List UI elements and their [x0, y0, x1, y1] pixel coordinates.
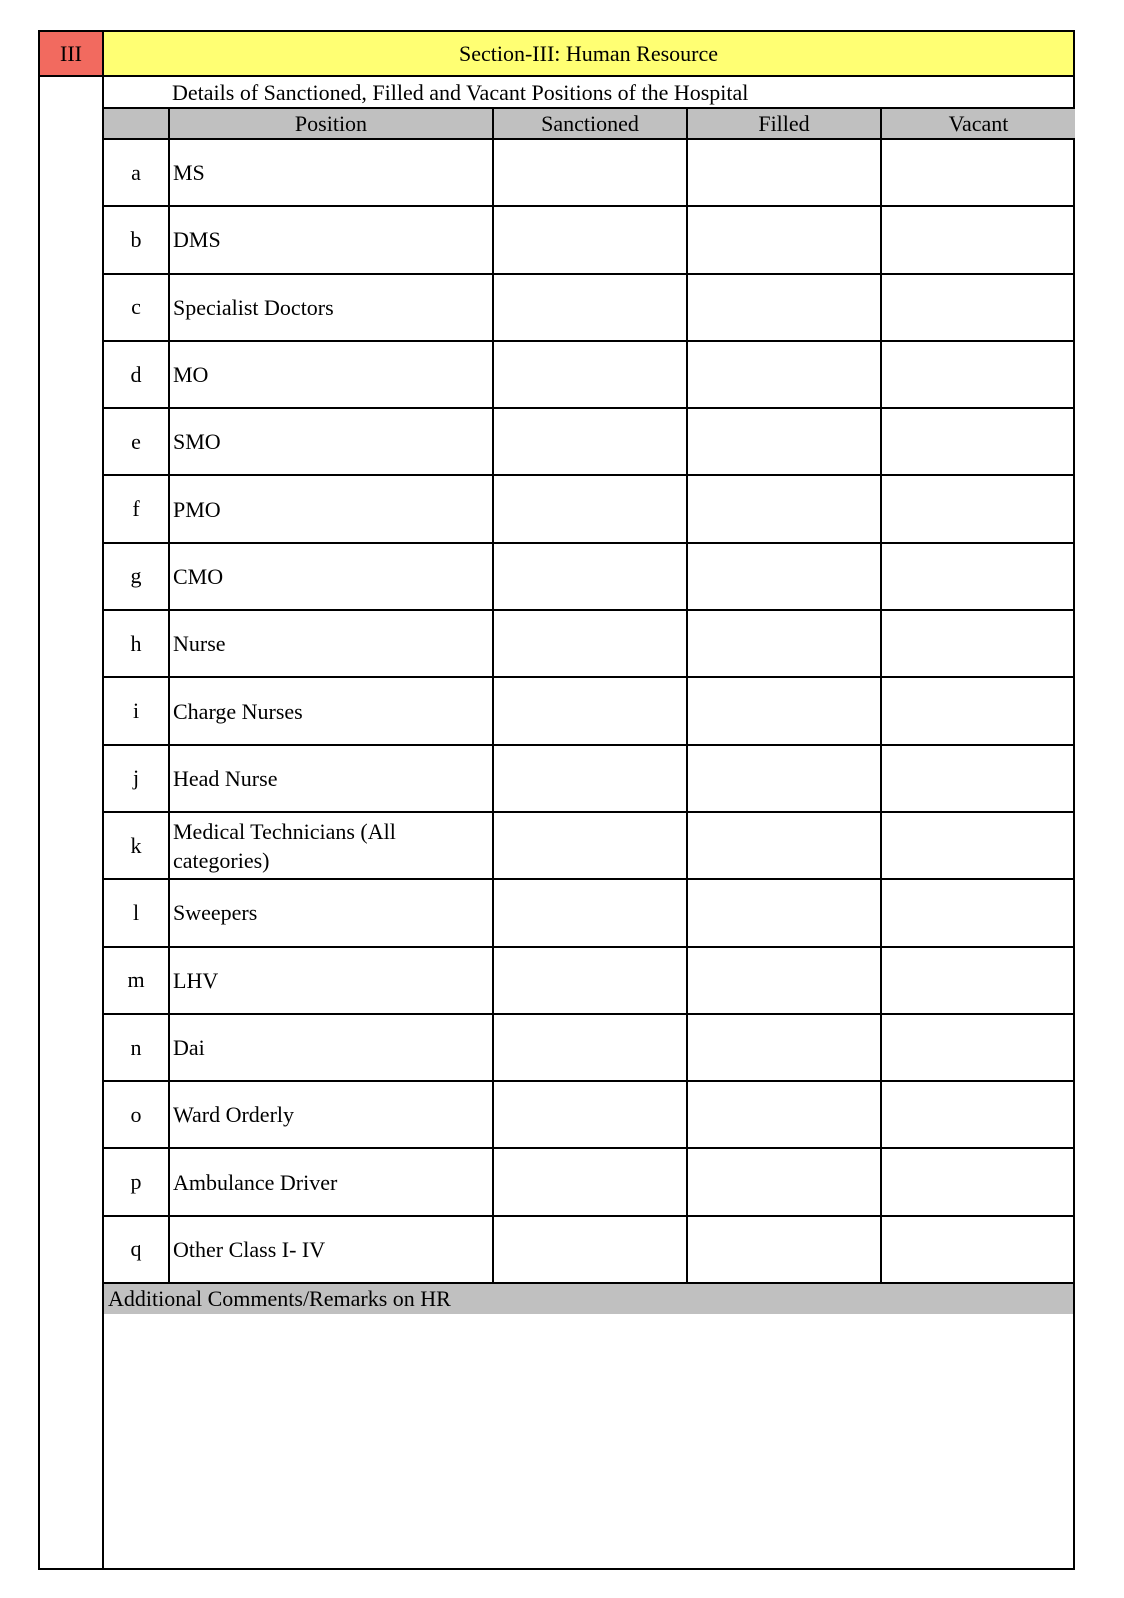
table-row [104, 610, 1075, 677]
row-position: Nurse [169, 610, 493, 677]
table-row [104, 543, 1075, 610]
sanctioned-cell[interactable] [493, 341, 687, 408]
vacant-cell[interactable] [881, 139, 1075, 206]
row-position: Specialist Doctors [169, 274, 493, 341]
row-position: Sweepers [169, 879, 493, 946]
sanctioned-cell[interactable] [493, 206, 687, 273]
row-letter: j [104, 745, 169, 812]
filled-cell[interactable] [687, 408, 881, 475]
row-letter: k [104, 812, 169, 879]
row-position: LHV [169, 947, 493, 1014]
row-position: Dai [169, 1014, 493, 1081]
row-position: CMO [169, 543, 493, 610]
sanctioned-cell[interactable] [493, 879, 687, 946]
sanctioned-cell[interactable] [493, 745, 687, 812]
vacant-cell[interactable] [881, 745, 1075, 812]
table-row [104, 1014, 1075, 1081]
section-number: III [40, 32, 104, 77]
table-row [104, 879, 1075, 946]
filled-cell[interactable] [687, 1216, 881, 1283]
remarks-label: Additional Comments/Remarks on HR [104, 1284, 1073, 1314]
table-row [104, 677, 1075, 744]
filled-cell[interactable] [687, 1081, 881, 1148]
table-row [104, 745, 1075, 812]
filled-cell[interactable] [687, 1148, 881, 1215]
row-letter: m [104, 947, 169, 1014]
sanctioned-cell[interactable] [493, 543, 687, 610]
vacant-cell[interactable] [881, 274, 1075, 341]
vacant-cell[interactable] [881, 1081, 1075, 1148]
row-letter: l [104, 879, 169, 946]
header-position: Position [169, 108, 493, 139]
hr-section-form [38, 30, 1075, 1570]
vacant-cell[interactable] [881, 341, 1075, 408]
row-position: Ambulance Driver [169, 1148, 493, 1215]
vacant-cell[interactable] [881, 206, 1075, 273]
filled-cell[interactable] [687, 879, 881, 946]
row-letter: h [104, 610, 169, 677]
header-sanctioned: Sanctioned [493, 108, 687, 139]
filled-cell[interactable] [687, 341, 881, 408]
row-letter: i [104, 677, 169, 744]
table-row [104, 812, 1075, 879]
filled-cell[interactable] [687, 1014, 881, 1081]
vacant-cell[interactable] [881, 812, 1075, 879]
header-letter [104, 108, 169, 139]
sanctioned-cell[interactable] [493, 610, 687, 677]
filled-cell[interactable] [687, 745, 881, 812]
row-letter: g [104, 543, 169, 610]
row-position: DMS [169, 206, 493, 273]
row-letter: p [104, 1148, 169, 1215]
row-position: Other Class I- IV [169, 1216, 493, 1283]
filled-cell[interactable] [687, 139, 881, 206]
header-vacant: Vacant [881, 108, 1075, 139]
table-row [104, 1081, 1075, 1148]
row-letter: o [104, 1081, 169, 1148]
table-row [104, 947, 1075, 1014]
vacant-cell[interactable] [881, 543, 1075, 610]
row-letter: q [104, 1216, 169, 1283]
sanctioned-cell[interactable] [493, 1081, 687, 1148]
sanctioned-cell[interactable] [493, 947, 687, 1014]
table-caption: Details of Sanctioned, Filled and Vacant Positions of the Hospital [172, 79, 749, 105]
vacant-cell[interactable] [881, 677, 1075, 744]
section-title: Section-III: Human Resource [104, 32, 1073, 77]
sanctioned-cell[interactable] [493, 1216, 687, 1283]
filled-cell[interactable] [687, 274, 881, 341]
positions-table [104, 107, 1075, 1284]
row-position: MO [169, 341, 493, 408]
vacant-cell[interactable] [881, 947, 1075, 1014]
table-row [104, 1148, 1075, 1215]
row-letter: d [104, 341, 169, 408]
table-row [104, 274, 1075, 341]
row-letter: f [104, 475, 169, 542]
sanctioned-cell[interactable] [493, 677, 687, 744]
row-position: PMO [169, 475, 493, 542]
row-position: SMO [169, 408, 493, 475]
sanctioned-cell[interactable] [493, 408, 687, 475]
table-row [104, 341, 1075, 408]
vacant-cell[interactable] [881, 1148, 1075, 1215]
sanctioned-cell[interactable] [493, 475, 687, 542]
vacant-cell[interactable] [881, 408, 1075, 475]
sanctioned-cell[interactable] [493, 812, 687, 879]
remarks-input-area[interactable] [104, 1314, 1073, 1568]
vacant-cell[interactable] [881, 475, 1075, 542]
filled-cell[interactable] [687, 543, 881, 610]
sanctioned-cell[interactable] [493, 1014, 687, 1081]
row-position: Charge Nurses [169, 677, 493, 744]
row-letter: e [104, 408, 169, 475]
row-position: Ward Orderly [169, 1081, 493, 1148]
filled-cell[interactable] [687, 610, 881, 677]
table-row [104, 408, 1075, 475]
sanctioned-cell[interactable] [493, 139, 687, 206]
row-letter: c [104, 274, 169, 341]
vacant-cell[interactable] [881, 610, 1075, 677]
row-letter: b [104, 206, 169, 273]
vacant-cell[interactable] [881, 1216, 1075, 1283]
table-row [104, 1216, 1075, 1283]
row-letter: n [104, 1014, 169, 1081]
table-row [104, 475, 1075, 542]
filled-cell[interactable] [687, 206, 881, 273]
sanctioned-cell[interactable] [493, 1148, 687, 1215]
sanctioned-cell[interactable] [493, 274, 687, 341]
table-header-row [104, 108, 1075, 139]
filled-cell[interactable] [687, 475, 881, 542]
row-position: Medical Technicians (All categories) [169, 812, 493, 879]
row-position: Head Nurse [169, 745, 493, 812]
table-row [104, 206, 1075, 273]
header-filled: Filled [687, 108, 881, 139]
row-position: MS [169, 139, 493, 206]
table-row [104, 139, 1075, 206]
vacant-cell[interactable] [881, 879, 1075, 946]
vacant-cell[interactable] [881, 1014, 1075, 1081]
row-letter: a [104, 139, 169, 206]
filled-cell[interactable] [687, 812, 881, 879]
filled-cell[interactable] [687, 677, 881, 744]
filled-cell[interactable] [687, 947, 881, 1014]
